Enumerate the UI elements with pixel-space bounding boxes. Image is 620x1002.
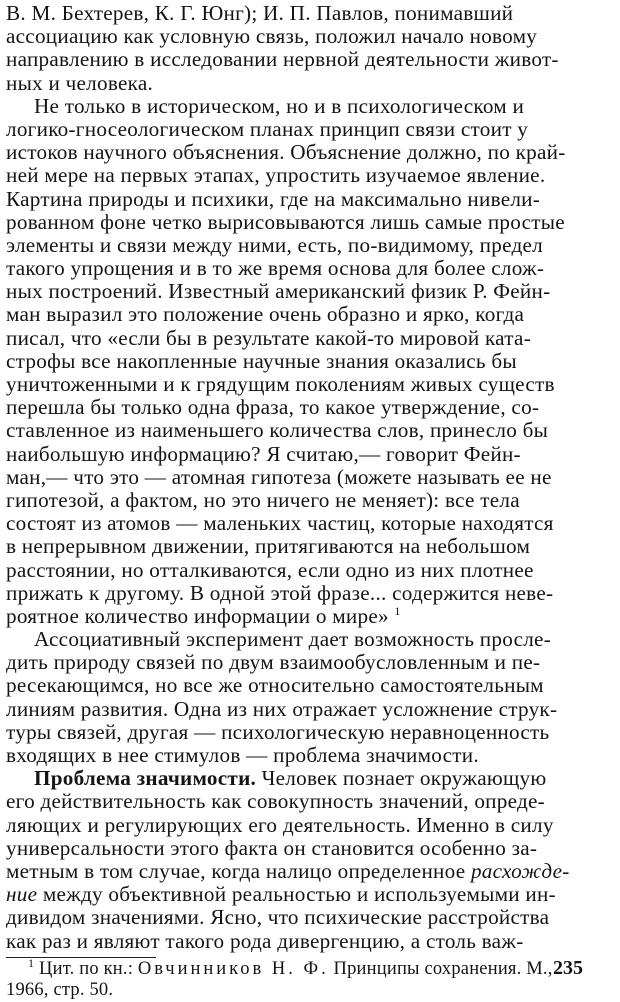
- text-line: ней мере на первых этапах, упростить изучаемое явление.: [6, 163, 546, 188]
- text-line: Картина природы и психики, где на максимально нивели-: [6, 186, 541, 211]
- footnote-author: Овчинников Н. Ф.: [137, 958, 329, 979]
- text-line: перешла бы только одна фраза, то какое утверждение, со-: [6, 395, 540, 420]
- footnote-prefix: Цит. по кн.:: [39, 958, 138, 979]
- page-number: 235: [553, 957, 583, 979]
- text-line: элементы и связи между ними, есть, по-видимому, предел: [6, 232, 543, 257]
- footnote-line: 1966, стр. 50.: [6, 980, 114, 1001]
- text-line: дивидом значениями. Ясно, что психические расстройства: [6, 905, 550, 930]
- text-line: ставленное из наименьшего количества слов, принесло бы: [6, 418, 549, 443]
- text-line: расстоянии, но отталкиваются, если одно из них плотнее: [6, 557, 534, 582]
- text-line: уничтоженными и к грядущим поколениям живых существ: [6, 372, 555, 396]
- emphasized-term: ние: [6, 882, 38, 907]
- text-line: ман выразил это положение очень образно и ярко, когда: [6, 302, 525, 327]
- text-line: дить природу связей по двум взаимообусловленным и пе-: [6, 650, 541, 675]
- footnote: [6, 955, 596, 981]
- emphasized-term: расхожде-: [470, 858, 570, 883]
- text-line: ман,— что это — атомная гипотеза (можете называть ее не: [6, 464, 552, 489]
- text-line: его действительность как совокупность значений, опреде-: [6, 789, 545, 814]
- text-line: Ассоциативный эксперимент дает возможность просле-: [34, 627, 552, 652]
- text-line: В. М. Бехтерев, К. Г. Юнг); И. П. Павлов, понимавший: [6, 1, 514, 25]
- text-line-content: роятное количество информации о мире»: [6, 603, 389, 628]
- text-line: [6, 767, 596, 790]
- text-line: [6, 860, 596, 883]
- text-line: ассоциацию как условную связь, положил начало новому: [6, 24, 538, 49]
- text-line: туры связей, другая — психологическую неравноценность: [6, 719, 550, 744]
- text-line: писал, что «если бы в результате какой-то мировой ката-: [6, 325, 532, 350]
- text-line: как раз и являют такого рода дивергенцию, а столь важ-: [6, 928, 524, 953]
- text-line: [6, 605, 596, 628]
- text-line: [6, 883, 596, 906]
- text-line-content: Человек познает окружающую: [256, 766, 547, 791]
- text-line-content: метным в том случае, когда налицо определенное: [6, 858, 471, 883]
- text-line: логико-гносеологическом планах принцип связи стоит у: [6, 116, 529, 141]
- text-line: строфы все накопленные научные знания оказались бы: [6, 348, 517, 373]
- footnote-mark: 1: [28, 955, 35, 970]
- text-line: ресекающимся, но все же относительно самостоятельным: [6, 673, 544, 698]
- text-line: универсальности этого факта он становится особенно за-: [6, 835, 538, 860]
- text-line: ных и человека.: [6, 70, 154, 95]
- text-line: истоков научного объяснения. Объяснение должно, по край-: [6, 140, 566, 165]
- text-line: линиям развития. Одна из них отражает усложнение струк-: [6, 696, 558, 721]
- text-line: направлению в исследовании нервной деятельности живот-: [6, 47, 559, 72]
- text-line: гипотезой, а фактом, но это ничего не меняет): все тела: [6, 487, 520, 512]
- section-heading: Проблема значимости.: [34, 766, 257, 791]
- text-line: такого упрощения и в то же время основа для более слож-: [6, 256, 545, 281]
- text-line: в непрерывном движении, притягиваются на небольшом: [6, 534, 531, 559]
- footnote-reference: 1: [394, 603, 401, 618]
- text-line: ных построений. Известный американский физик Р. Фейн-: [6, 279, 551, 304]
- text-line-content: между объективной реальностью и используемыми ин-: [37, 882, 556, 907]
- text-line: прижать к другому. В одной этой фразе... содержится неве-: [6, 580, 554, 605]
- text-line: рованном фоне четко вырисовываются лишь самые простые: [6, 209, 565, 234]
- main-text: [6, 2, 596, 1002]
- text-line: состоят из атомов — маленьких частиц, которые находятся: [6, 511, 554, 536]
- text-line: наибольшую информацию? Я считаю,— говорит Фейн-: [6, 441, 521, 466]
- text-line: Не только в историческом, но и в психологическом и: [34, 93, 525, 118]
- text-line: входящих в нее стимулов — проблема значимости.: [6, 743, 479, 767]
- footnote-title: Принципы сохранения. М.,: [328, 958, 553, 979]
- text-line: ляющих и регулирующих его деятельность. Именно в силу: [6, 812, 554, 837]
